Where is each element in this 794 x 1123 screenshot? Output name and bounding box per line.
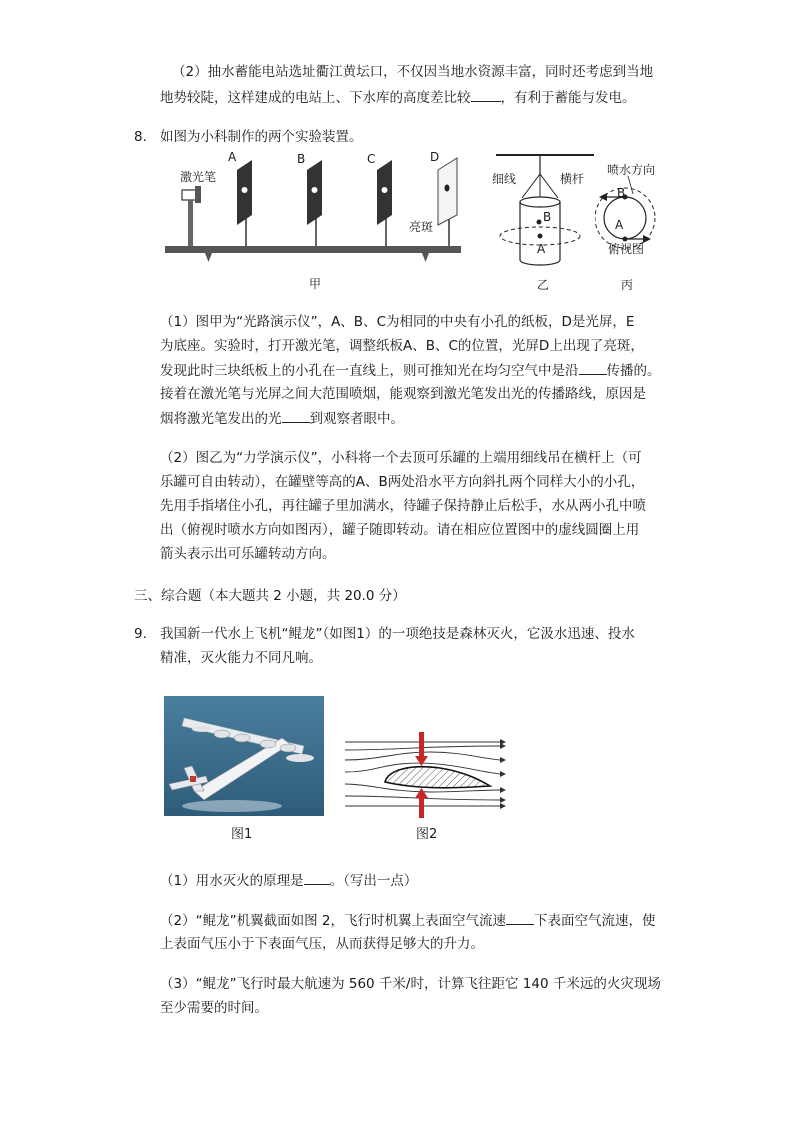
q7-part2-text-b: ，有利于蓄能与发电。 [500,90,636,106]
string-label: 细线 [492,172,517,186]
screen-d-label: D [430,150,440,164]
q8-part1-line5-b: 到观察者眼中。 [309,411,404,427]
q9-part2-line2: 上表面气压小于下表面气压，从而获得足够大的升力。 [160,936,484,952]
q8-stem: 如图为小科制作的两个实验装置。 [160,129,363,145]
figure-seaplane-photo [164,696,324,816]
laser-pen-tip [195,186,201,203]
q9-part1-text-a: （1）用水灭火的原理是 [160,873,304,889]
q9-part2-line1 [160,910,655,931]
can-hole-a-label: A [537,242,546,256]
board-a-label: A [228,150,237,164]
answer-blank[interactable] [471,87,501,102]
q8-part1-line3-b: 传播的。 [606,363,661,379]
q7-part2-text-a: 地势较陡，这样建成的电站上、下水库的高度差比较 [160,90,471,106]
q9-part1 [160,870,417,891]
base-board [165,246,461,253]
q8-part1-line3-a: 发现此时三块纸板上的小孔在一直线上，则可推知光在均匀空气中是沿 [160,363,579,379]
answer-blank[interactable] [579,360,607,375]
q8-part1-line3 [160,360,661,381]
q7-part2-line2 [160,87,636,108]
section-heading: 三、综合题（本大题共 2 小题，共 20.0 分） [134,588,406,604]
figure-bing-caption: 丙 [621,278,634,292]
laser-pen-stand [188,200,193,246]
q9-stem-line2: 精准，灭火能力不同凡响。 [160,650,322,666]
q9-part2-text-b: 下表面空气流速，使 [533,913,656,929]
q8-number: 8. [134,129,147,145]
q8-part2-line3: 先用手指堵住小孔，再往罐子里加满水，待罐子保持静止后松手，水从两小孔中喷 [160,498,646,514]
q9-part3-line2: 至少需要的时间。 [160,1000,268,1016]
crossbar-label: 横杆 [560,172,585,186]
q9-number: 9. [134,626,147,642]
figure-1-caption: 图1 [231,827,253,842]
q8-part1-line4: 接着在激光笔与光屏之间大范围喷烟，能观察到激光笔发出光的传播路线，原因是 [160,386,646,402]
q7-part2-line1: （2）抽水蓄能电站选址衢江黄坛口，不仅因当地水资源丰富，同时还考虑到当地 [172,64,654,80]
figure-airfoil [340,730,510,820]
top-view-label: 俯视图 [608,242,645,256]
can-hole-b-label: B [543,210,552,224]
answer-blank[interactable] [282,408,310,423]
spray-direction-label: 喷水方向 [607,163,656,177]
q9-stem-line1: 我国新一代水上飞机“鲲龙”（如图1）的一项绝技是森林灭火，它汲水迅速、投水 [160,626,635,642]
q8-part1-line1: （1）图甲为“光路演示仪”，A、B、C为相同的中央有小孔的纸板，D是光屏，E [160,314,635,330]
q8-part2-line2: 乐罐可自由转动），在罐壁等高的A、B两处沿水平方向斜扎两个同样大小的小孔， [160,474,645,490]
q8-part1-line2: 为底座。实验时，打开激光笔，调整纸板A、B、C的位置，光屏D上出现了亮斑， [160,338,644,354]
bright-spot-label: 亮斑 [409,220,434,234]
top-view-hole-a-label: A [615,218,624,232]
answer-blank[interactable] [506,910,534,925]
top-view-circle [604,197,646,239]
q8-part2-line4: 出（俯视时喷水方向如图丙），罐子随即转动。请在相应位置图中的虚线圆圈上用 [160,522,640,538]
screen-d [438,158,457,225]
figure-2-caption: 图2 [416,827,438,842]
q9-part3-line1: （3）“鲲龙”飞行时最大航速为 560 千米/时，计算飞往距它 140 千米远的火灾现场 [160,976,661,992]
q9-part2-text-a: （2）“鲲龙”机翼截面如图 2，飞行时机翼上表面空气流速 [160,913,506,929]
up-arrow [415,788,428,798]
q8-part1-line5-a: 烟将激光笔发出的光 [160,411,282,427]
laser-pen-label: 激光笔 [180,170,217,184]
board-c-label: C [367,152,376,166]
answer-blank[interactable] [304,870,330,885]
q8-part2-line1: （2）图乙为“力学演示仪”，小科将一个去顶可乐罐的上端用细线吊在横杆上（可 [160,450,642,466]
down-arrow [415,756,428,766]
figure-jia-caption: 甲 [309,277,322,291]
figure-yi-caption: 乙 [537,278,550,292]
q8-part1-line5 [160,408,404,429]
q9-part1-text-b: 。（写出一点） [329,873,418,889]
q8-part2-line5: 箭头表示出可乐罐转动方向。 [160,546,336,562]
top-view-hole-b-label: B [617,186,626,200]
board-b-label: B [297,152,306,166]
